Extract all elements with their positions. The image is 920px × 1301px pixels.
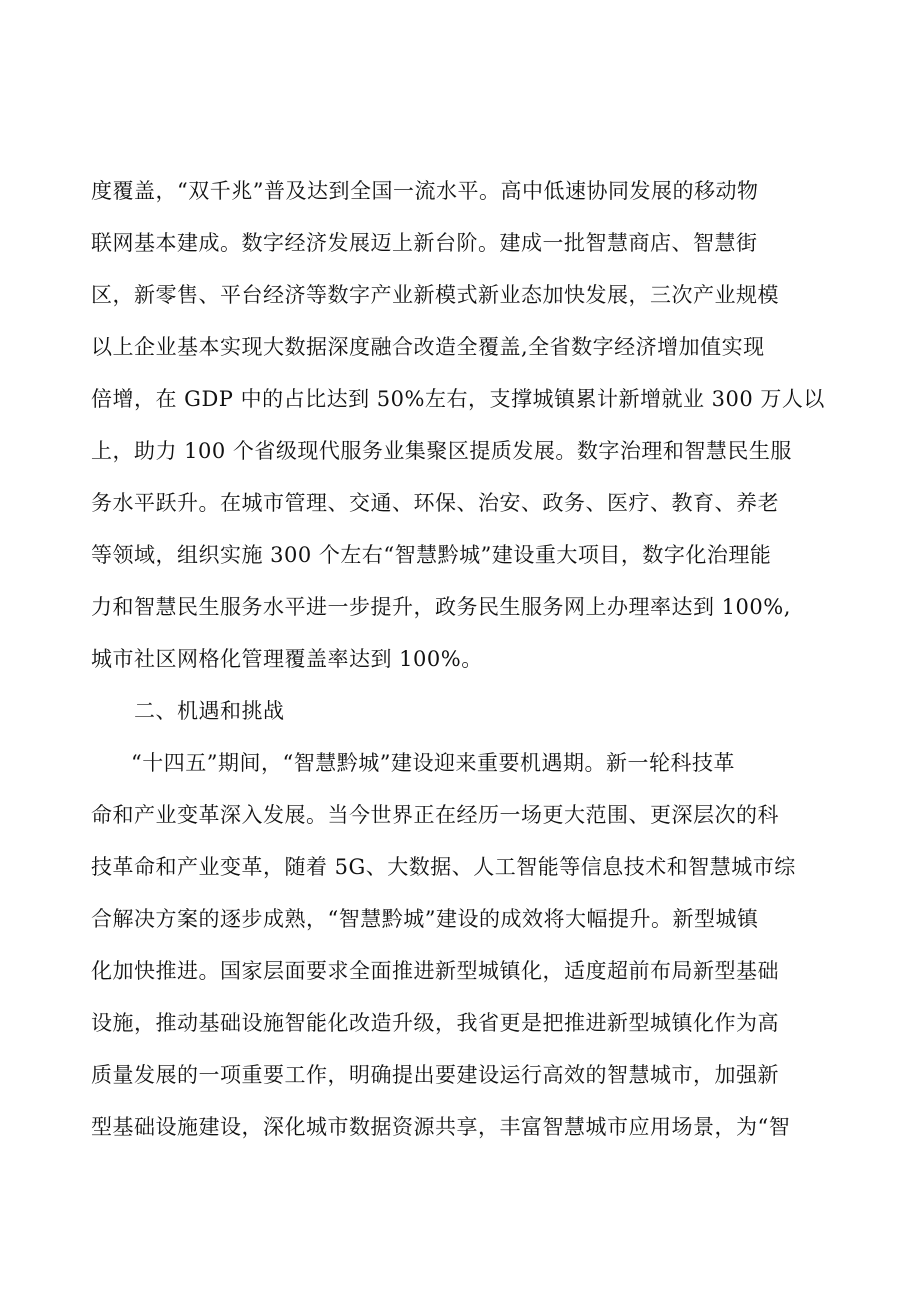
body-text-line-8: 等领域，组织实施 300 个左右“智慧黔城”建设重大项目，数字化治理能 [91, 543, 772, 567]
section-text-line-3: 技革命和产业变革，随着 5G、大数据、人工智能等信息技术和智慧城市综 [91, 855, 796, 879]
section-text-line-4: 合解决方案的逐步成熟，“智慧黔城”建设的成效将大幅提升。新型城镇 [91, 907, 759, 931]
body-text-line-9: 力和智慧民生服务水平进一步提升，政务民生服务网上办理率达到 100%, [91, 595, 791, 619]
body-text-line-5: 倍增，在 GDP 中的占比达到 50%左右，支撑城镇累计新增就业 300 万人以 [91, 387, 825, 411]
section-text-line-6: 设施，推动基础设施智能化改造升级，我省更是把推进新型城镇化作为高 [91, 1011, 779, 1035]
section-text-line-2: 命和产业变革深入发展。当今世界正在经历一场更大范围、更深层次的科 [91, 803, 779, 827]
body-text-line-6: 上，助力 100 个省级现代服务业集聚区提质发展。数字治理和智慧民生服 [91, 439, 792, 463]
body-text-line-10: 城市社区网格化管理覆盖率达到 100%。 [91, 647, 483, 671]
body-text-line-1: 度覆盖，“双千兆”普及达到全国一流水平。高中低速协同发展的移动物 [91, 179, 759, 203]
section-text-line-7: 质量发展的一项重要工作，明确提出要建设运行高效的智慧城市，加强新 [91, 1063, 779, 1087]
body-text-line-2: 联网基本建成。数字经济发展迈上新台阶。建成一批智慧商店、智慧街 [91, 231, 758, 255]
section-text-line-1: “十四五”期间，“智慧黔城”建设迎来重要机遇期。新一轮科技革 [131, 751, 735, 775]
section-text-line-8: 型基础设施建设，深化城市数据资源共享，丰富智慧城市应用场景，为“智 [91, 1115, 791, 1139]
body-text-line-7: 务水平跃升。在城市管理、交通、环保、治安、政务、医疗、教育、养老 [91, 491, 779, 515]
section-text-line-5: 化加快推进。国家层面要求全面推进新型城镇化，适度超前布局新型基础 [91, 959, 779, 983]
body-text-line-3: 区，新零售、平台经济等数字产业新模式新业态加快发展，三次产业规模 [91, 283, 779, 307]
body-text-line-4: 以上企业基本实现大数据深度融合改造全覆盖,全省数字经济增加值实现 [91, 335, 765, 359]
section-heading: 二、机遇和挑战 [134, 699, 285, 723]
